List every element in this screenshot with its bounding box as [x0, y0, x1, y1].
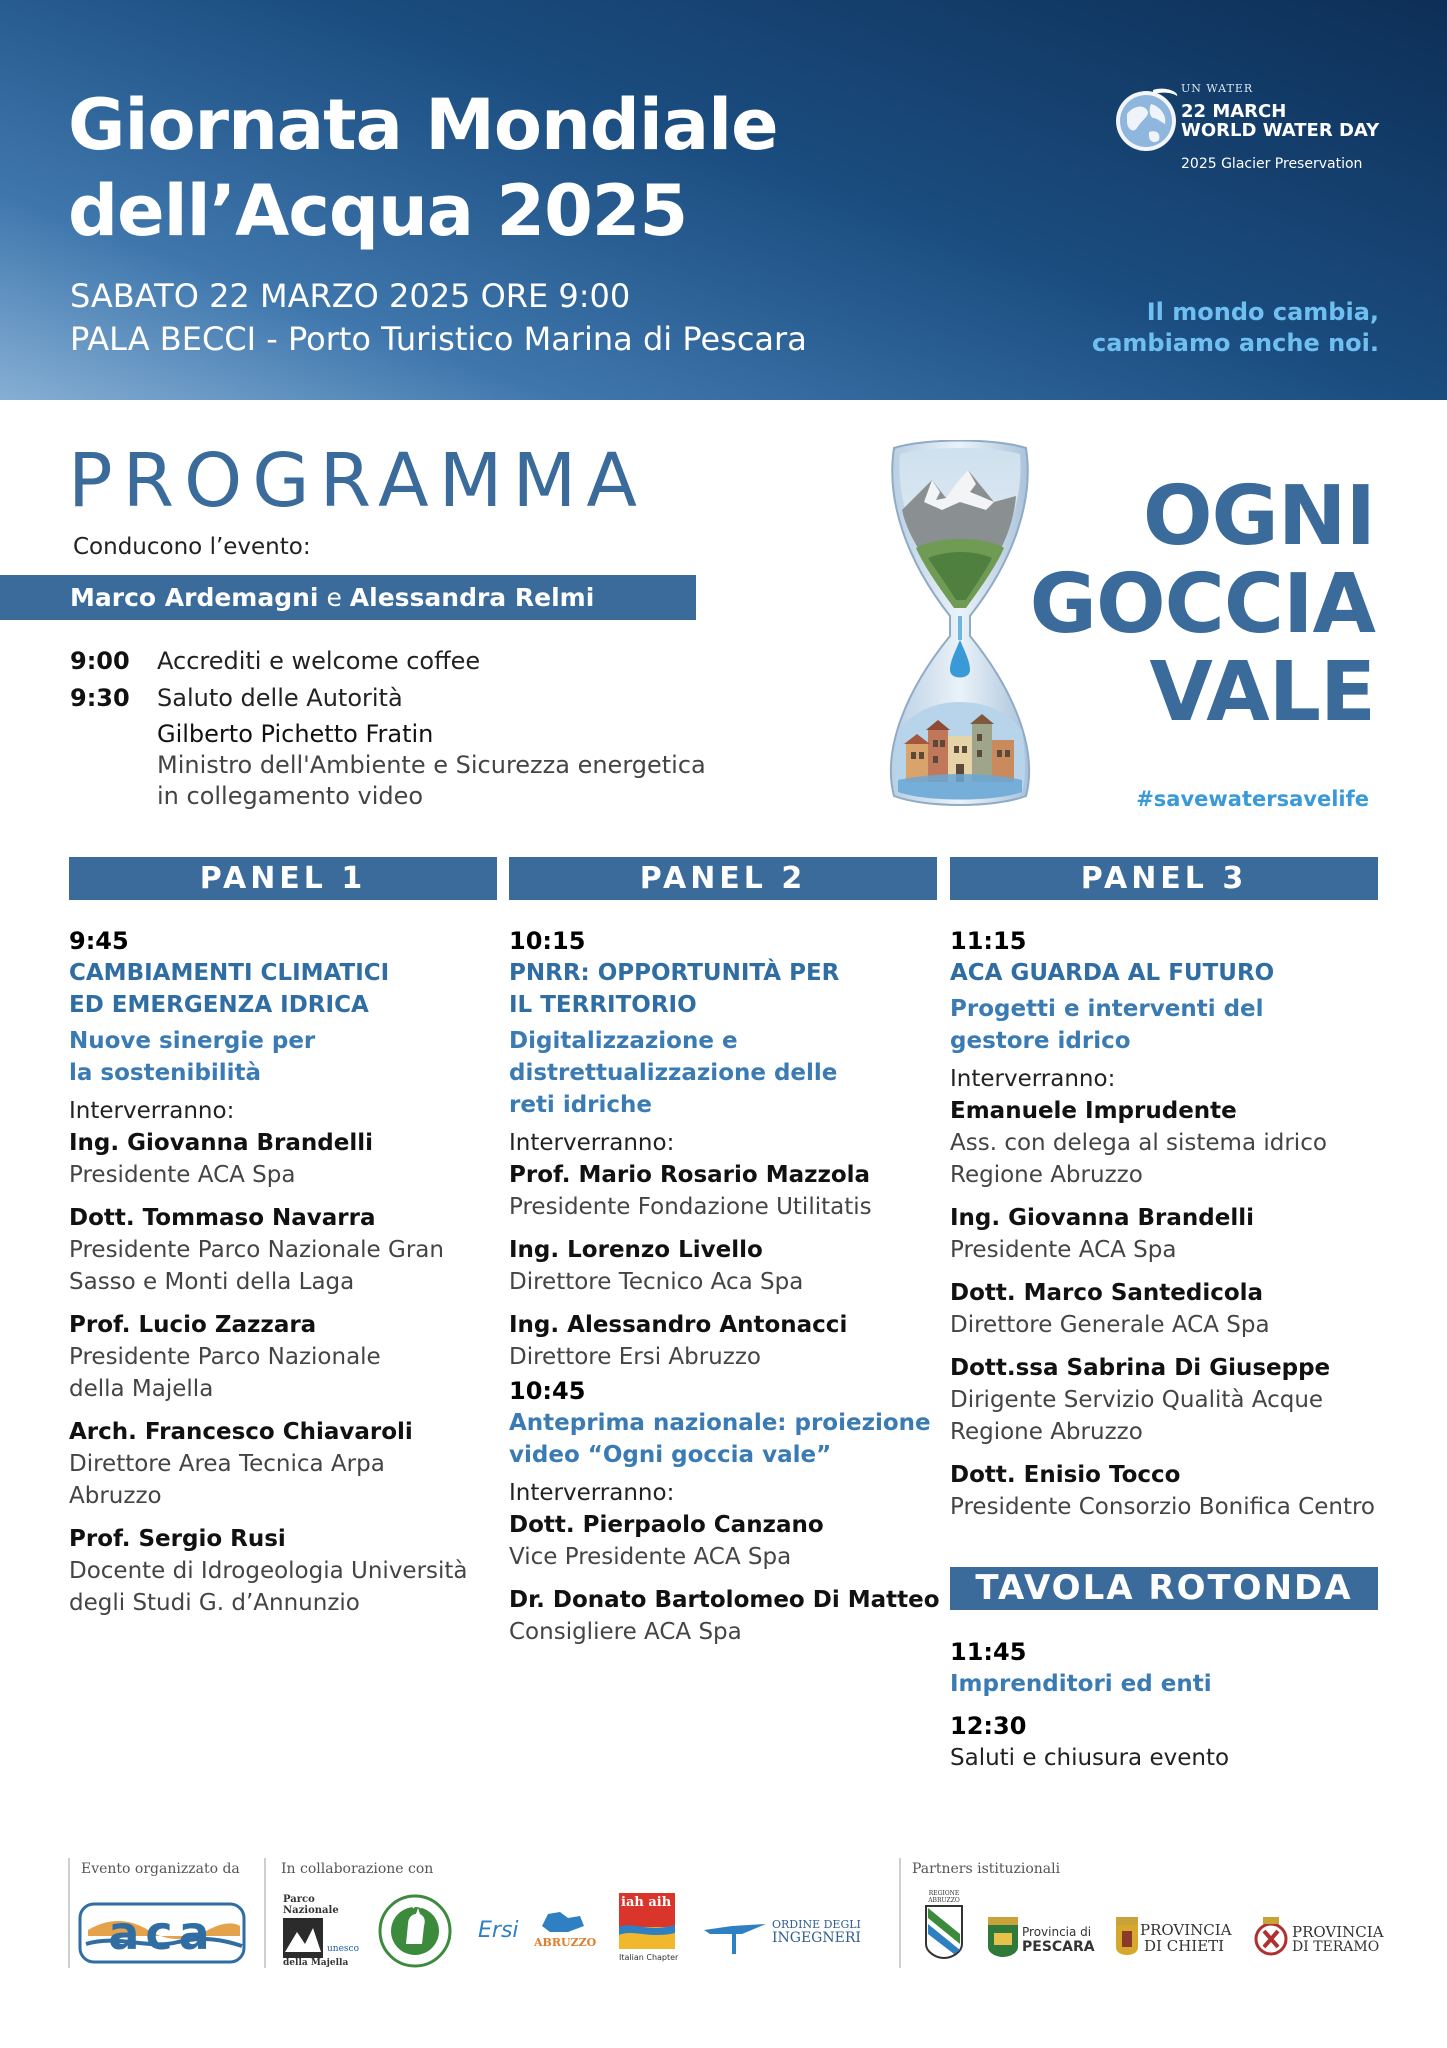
speaker-name: Prof. Sergio Rusi [69, 1526, 286, 1552]
panel-subtopic: Digitalizzazione e [509, 1028, 738, 1054]
speaker-name: Dott. Enisio Tocco [950, 1462, 1181, 1488]
panel-topic: video “Ogni goccia vale” [509, 1442, 832, 1468]
speaker-name: Prof. Mario Rosario Mazzola [509, 1162, 871, 1188]
schedule-speaker-note: in collegamento video [157, 782, 424, 810]
speaker-name: Arch. Francesco Chiavaroli [69, 1419, 413, 1445]
panel-topic: ACA GUARDA AL FUTURO [950, 960, 1275, 986]
speaker-role: Dirigente Servizio Qualità Acque Regione Abruzzo [950, 1387, 1324, 1445]
pescara-text-2: PESCARA [1022, 1939, 1095, 1955]
regione-shield-icon [924, 1904, 964, 1960]
panel-subtopic: gestore idrico [950, 1028, 1131, 1054]
speaker-role: Presidente Parco Nazionale Gran Sasso e Monti della Laga [69, 1237, 444, 1295]
speaker [950, 1095, 1390, 1191]
ordine-ingegneri-logo [702, 1916, 862, 1960]
speaker-role: Presidente ACA Spa [950, 1237, 1177, 1263]
hourglass-illustration [876, 440, 1044, 812]
teramo-text-2: DI TERAMO [1292, 1939, 1380, 1955]
panel-3-heading: PANEL 3 [950, 857, 1378, 900]
campaign-line3: VALE [1149, 645, 1375, 740]
host-2: Alessandra Relmi [349, 583, 595, 612]
speaker [69, 1127, 509, 1191]
abruzzo-map-icon [538, 1908, 586, 1934]
speakers-intro: Interverranno: [509, 1130, 675, 1156]
event-title-line2: dell’Acqua 2025 [68, 170, 688, 252]
panel-subtopic: Nuove sinergie per [69, 1028, 316, 1054]
tavola-rotonda-heading: TAVOLA ROTONDA [950, 1567, 1378, 1610]
collaboration-label: In collaborazione con [281, 1861, 434, 1877]
organized-by-label: Evento organizzato da [81, 1861, 240, 1877]
speaker-role: Direttore Area Tecnica Arpa Abruzzo [69, 1451, 385, 1509]
panel-time: 9:45 [69, 927, 129, 955]
iah-text-1: iah [621, 1895, 644, 1910]
majella-text-2: Nazionale [283, 1905, 339, 1916]
partners-label: Partners istituzionali [912, 1861, 1061, 1877]
regione-abruzzo-logo [920, 1890, 968, 1966]
ingegneri-text-1: ORDINE DEGLI [772, 1918, 861, 1931]
speaker [509, 1234, 949, 1298]
panel-subtopic: la sostenibilità [69, 1060, 262, 1086]
pescara-crest-icon [986, 1917, 1020, 1959]
header-slogan [1092, 297, 1379, 359]
speaker [509, 1309, 949, 1373]
slogan-line1: Il mondo cambia, [1146, 298, 1379, 326]
un-water-label: UN WATER [1181, 82, 1254, 95]
event-date: SABATO 22 MARZO 2025 ORE 9:00 [70, 277, 631, 315]
speaker-role: Consigliere ACA Spa [509, 1619, 742, 1645]
speaker-role: Direttore Generale ACA Spa [950, 1312, 1270, 1338]
provincia-teramo-logo [1254, 1917, 1384, 1961]
event-title [68, 82, 968, 254]
host-separator: e [318, 583, 350, 612]
speaker-name: Ing. Giovanna Brandelli [950, 1205, 1254, 1231]
panel-time: 10:45 [509, 1377, 586, 1405]
majella-mountain-icon [283, 1918, 323, 1958]
speaker-role: Docente di Idrogeologia Università degli Studi G. d’Annunzio [69, 1558, 468, 1616]
aca-logo [78, 1900, 246, 1966]
panel-subtopic: Progetti e interventi del [950, 996, 1264, 1022]
speaker [950, 1277, 1390, 1341]
speaker [950, 1459, 1390, 1523]
speaker-name: Dott. Pierpaolo Canzano [509, 1512, 824, 1538]
speakers-intro: Interverranno: [69, 1098, 235, 1124]
speaker-role: Direttore Ersi Abruzzo [509, 1344, 761, 1370]
schedule-time: 9:30 [70, 684, 130, 712]
speaker-name: Dott.ssa Sabrina Di Giuseppe [950, 1355, 1331, 1381]
panel-2-heading: PANEL 2 [509, 857, 937, 900]
chamois-icon [378, 1894, 452, 1968]
iah-logo [619, 1893, 679, 1969]
majella-text-1: Parco [283, 1894, 315, 1905]
iah-subtitle: Italian Chapter [619, 1953, 679, 1962]
speaker-role: Presidente Parco Nazionale della Majella [69, 1344, 381, 1402]
speaker-name: Emanuele Imprudente [950, 1098, 1237, 1124]
speaker [509, 1584, 949, 1648]
ersi-abruzzo-logo [478, 1908, 597, 1958]
tavola-rotonda-block [950, 1636, 1390, 1774]
aca-logo-text: aca [108, 1906, 216, 1960]
provincia-chieti-logo [1114, 1917, 1232, 1961]
speaker [69, 1416, 509, 1512]
closing-time: 12:30 [950, 1712, 1027, 1740]
ingegneri-text-2: INGEGNERI [772, 1930, 861, 1946]
pescara-text-1: Provincia di [1022, 1925, 1092, 1939]
ersi-label: Ersi [478, 1918, 519, 1943]
schedule-speaker-role: Ministro dell'Ambiente e Sicurezza energetica [157, 751, 706, 779]
wwd-name: WORLD WATER DAY [1181, 120, 1380, 141]
tavola-time: 11:45 [950, 1638, 1027, 1666]
speaker-role: Vice Presidente ACA Spa [509, 1544, 792, 1570]
panel-1-column [69, 925, 509, 1630]
speaker-role: Presidente Consorzio Bonifica Centro [950, 1494, 1375, 1520]
chieti-text-2: DI CHIETI [1144, 1937, 1225, 1955]
schedule-time: 9:00 [70, 647, 130, 675]
speaker-role: Direttore Tecnico Aca Spa [509, 1269, 804, 1295]
schedule-desc: Saluto delle Autorità [157, 684, 403, 712]
schedule-desc: Accrediti e welcome coffee [157, 647, 481, 675]
panel-time: 10:15 [509, 927, 586, 955]
schedule-speaker-name: Gilberto Pichetto Fratin [157, 720, 434, 748]
speaker-name: Ing. Lorenzo Livello [509, 1237, 763, 1263]
panel-subtopic: distrettualizzazione delle [509, 1060, 838, 1086]
speaker-name: Dr. Donato Bartolomeo Di Matteo [509, 1587, 940, 1613]
regione-label: REGIONE ABRUZZO [928, 1890, 960, 1904]
speaker-role: Presidente ACA Spa [69, 1162, 296, 1188]
world-water-day-logo [1113, 78, 1383, 178]
slogan-line2: cambiamo anche noi. [1091, 329, 1379, 357]
globe-icon [1113, 88, 1179, 154]
speakers-intro: Interverranno: [950, 1066, 1116, 1092]
ersi-region-label: ABRUZZO [534, 1936, 597, 1949]
speaker [69, 1309, 509, 1405]
teramo-text-1: PROVINCIA [1292, 1923, 1384, 1941]
speakers-intro: Interverranno: [509, 1480, 675, 1506]
host-1: Marco Ardemagni [70, 583, 319, 612]
campaign-line2: GOCCIA [1029, 557, 1375, 652]
speaker-role: Ass. con delega al sistema idrico Regione Abruzzo [950, 1130, 1327, 1188]
iah-text-2: aih [648, 1895, 672, 1910]
unesco-label: unesco [327, 1944, 359, 1954]
speaker [509, 1159, 949, 1223]
panel-topic: IL TERRITORIO [509, 992, 697, 1018]
campaign-line1: OGNI [1142, 469, 1375, 564]
parco-gran-sasso-logo [378, 1894, 452, 1968]
panel-1-heading: PANEL 1 [69, 857, 497, 900]
panel-topic: Anteprima nazionale: proiezione [509, 1410, 931, 1436]
closing-text: Saluti e chiusura evento [950, 1745, 1230, 1771]
speaker [950, 1202, 1390, 1266]
panel-topic: CAMBIAMENTI CLIMATICI [69, 960, 390, 986]
teramo-crest-icon [1254, 1917, 1288, 1957]
event-venue: PALA BECCI - Porto Turistico Marina di Pescara [70, 320, 807, 358]
majella-text-4: Majella [310, 1958, 349, 1968]
speaker-name: Prof. Lucio Zazzara [69, 1312, 317, 1338]
header-banner [0, 0, 1447, 400]
parco-majella-logo [283, 1894, 363, 1968]
speaker-role: Presidente Fondazione Utilitatis [509, 1194, 872, 1220]
ingegneri-wing-icon [702, 1920, 768, 1956]
hosts-label: Conducono l’evento: [73, 534, 311, 560]
speaker-name: Dott. Marco Santedicola [950, 1280, 1264, 1306]
wwd-date: 22 MARCH [1181, 101, 1287, 122]
speaker-name: Ing. Giovanna Brandelli [69, 1130, 373, 1156]
provincia-pescara-logo [986, 1917, 1096, 1961]
footer-divider [899, 1858, 901, 1968]
campaign-hashtag: #savewatersavelife [1136, 787, 1369, 811]
footer-divider [68, 1858, 70, 1968]
panel-subtopic: reti idriche [509, 1092, 653, 1118]
speaker [509, 1509, 949, 1573]
event-title-line1: Giornata Mondiale [68, 84, 778, 166]
speaker [69, 1523, 509, 1619]
panel-2-column [509, 925, 949, 1659]
speaker [950, 1352, 1390, 1448]
wwd-theme: 2025 Glacier Preservation [1181, 156, 1363, 172]
panel-topic: ED EMERGENZA IDRICA [69, 992, 369, 1018]
speaker-name: Dott. Tommaso Navarra [69, 1205, 376, 1231]
chieti-text-1: PROVINCIA [1140, 1921, 1232, 1939]
tavola-topic: Imprenditori ed enti [950, 1671, 1212, 1697]
majella-text-3: della [283, 1958, 308, 1968]
programma-heading: PROGRAMMA [68, 438, 647, 524]
campaign-slogan [1029, 469, 1375, 740]
speaker-name: Ing. Alessandro Antonacci [509, 1312, 848, 1338]
hosts-bar [0, 575, 696, 620]
speaker [69, 1202, 509, 1298]
panel-topic: PNRR: OPPORTUNITÀ PER [509, 960, 840, 986]
footer-divider [264, 1858, 266, 1968]
panel-time: 11:15 [950, 927, 1027, 955]
chieti-crest-icon [1114, 1917, 1140, 1957]
panel-3-column [950, 925, 1390, 1534]
